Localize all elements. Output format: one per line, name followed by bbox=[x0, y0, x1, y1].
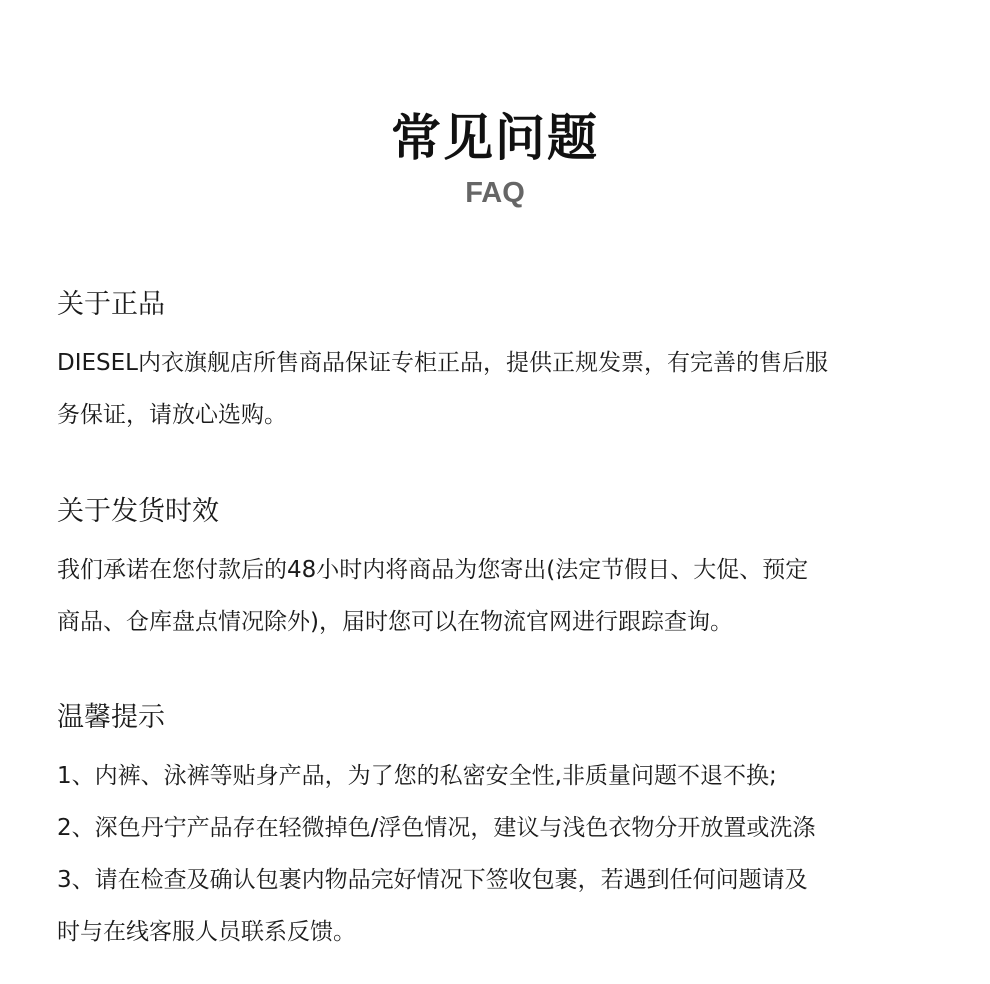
section-heading: 温馨提示 bbox=[57, 702, 165, 733]
tip-item: 1、内裤、泳裤等贴身产品，为了您的私密安全性,非质量问题不退不换; bbox=[57, 763, 777, 789]
section-shipping-time bbox=[57, 494, 947, 648]
section-authentic-guarantee bbox=[57, 287, 947, 441]
tip-item-continuation: 时与在线客服人员联系反馈。 bbox=[57, 919, 356, 945]
section-text-line: 我们承诺在您付款后的48小时内将商品为您寄出(法定节假日、大促、预定 bbox=[57, 557, 809, 583]
page-subtitle: FAQ bbox=[465, 177, 525, 209]
tip-item: 2、深色丹宁产品存在轻微掉色/浮色情况，建议与浅色衣物分开放置或洗涤 bbox=[57, 815, 816, 841]
page-title: 常见问题 bbox=[391, 109, 599, 167]
section-text-line: 务保证，请放心选购。 bbox=[57, 402, 287, 428]
tip-item: 3、请在检查及确认包裹内物品完好情况下签收包裹，若遇到任何问题请及 bbox=[57, 867, 808, 893]
section-heading: 关于发货时效 bbox=[57, 496, 219, 527]
section-heading: 关于正品 bbox=[57, 289, 165, 320]
section-warm-tips bbox=[57, 700, 947, 958]
section-text-line: 商品、仓库盘点情况除外)，届时您可以在物流官网进行跟踪查询。 bbox=[57, 609, 733, 635]
section-text-line: DIESEL内衣旗舰店所售商品保证专柜正品，提供正规发票，有完善的售后服 bbox=[57, 350, 828, 376]
